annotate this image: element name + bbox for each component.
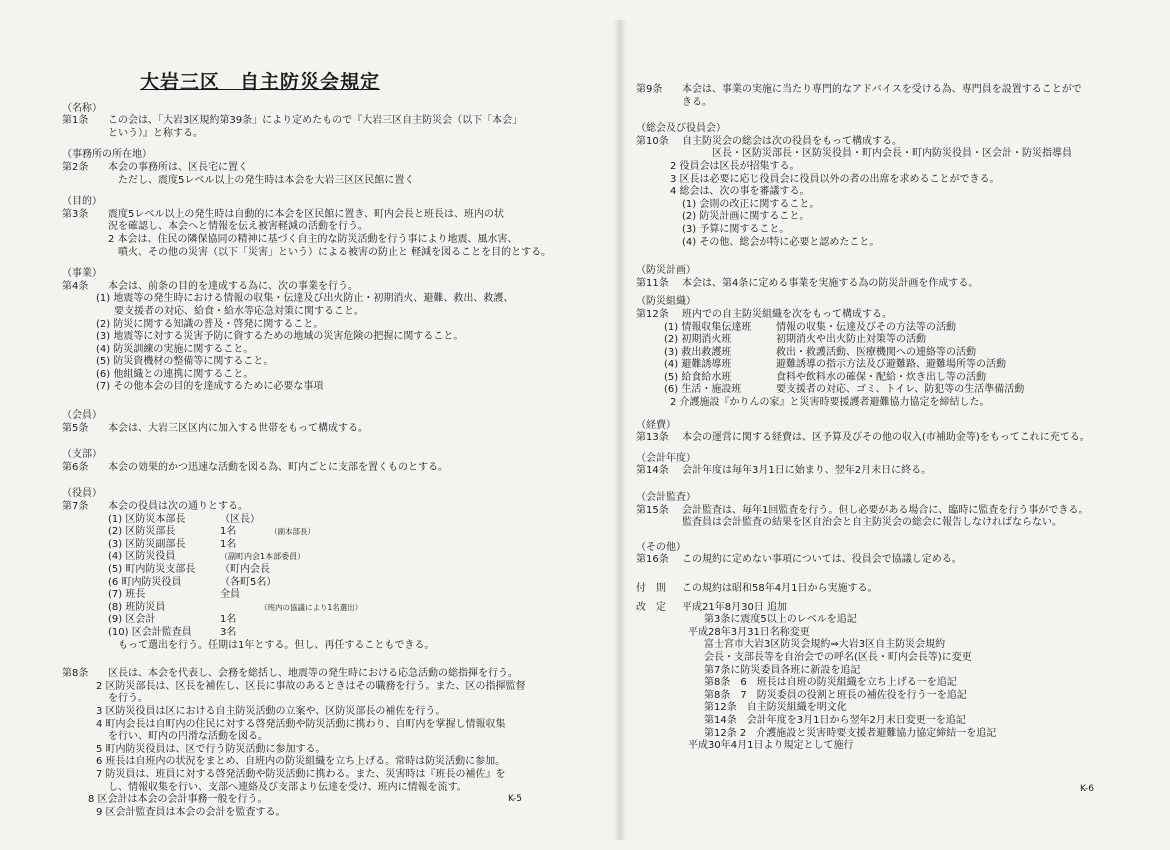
section-heading: （防災計画） (636, 265, 696, 277)
group-duty: 初期消火や出火防止対策等の活動 (776, 334, 926, 346)
revision-line: 富士宮市大岩3区防災会規約⇒大岩3区自主防災会規約 (704, 639, 946, 651)
article-number: 第6条 (62, 461, 89, 473)
table-row (108, 577, 602, 590)
group-name: (4) 避難誘導班 (664, 359, 732, 371)
article-number: 第3条 (62, 208, 89, 220)
section-heading: （会員） (62, 410, 102, 422)
article-number: 第12条 (636, 308, 669, 320)
list-item: 5 町内防災役員は、区で行う防災活動に参加する。 (96, 743, 326, 755)
article-text: ただし、震度5レベル以上の発生時は本会を大岩三区区民館に置く (118, 174, 415, 186)
list-item: (4) その他、総会が特に必要と認めたこと。 (682, 236, 880, 248)
table-row (108, 564, 602, 577)
article-text: 噴火、その他の災害（以下「災害」という）による被害の防止と 軽減を図ることを目的とする。 (118, 246, 552, 258)
section-heading: （支部） (62, 449, 102, 461)
officer-role: (9) 区会計 (108, 614, 156, 626)
article-text: 本会は、前条の目的を達成する為に、次の事業を行う。 (108, 280, 358, 292)
officer-role: (10) 区会計監査員 (108, 626, 192, 638)
section-7 (62, 488, 602, 652)
table-row (108, 526, 602, 539)
revision-line: 会長・支部長等を自治会での呼名(区長・町内会長等)に変更 (704, 651, 972, 663)
article-text: 班内での自主防災組織を次をもって構成する。 (682, 308, 892, 320)
revision-line: 平成28年3月31日名称変更 (688, 626, 810, 638)
officer-count: （副町内会1本部委員） (220, 552, 306, 562)
officer-role: (7) 班長 (108, 589, 146, 601)
article-text: という）』と称する。 (108, 127, 203, 139)
article-text: 本会は、事業の実施に当たり専門的なアドバイスを受ける為、専門員を設置することがで (682, 84, 1082, 95)
section-14 (636, 453, 1136, 478)
section-11 (636, 265, 1136, 290)
officer-role: (6 町内防災役員 (108, 576, 182, 588)
section-4 (62, 268, 602, 394)
article-number: 第4条 (62, 280, 89, 292)
section-16 (636, 542, 1136, 567)
table-row (108, 627, 602, 640)
article-text: この規約に定めない事項については、役員会で協議し定める。 (682, 554, 962, 566)
officer-count: 1名 (220, 538, 237, 550)
group-duty: 救出・救護活動、医療機関への連絡等の活動 (776, 346, 976, 358)
page-number: K-6 (1080, 784, 1094, 794)
article-text: この規約は昭和58年4月1日から実施する。 (682, 583, 878, 594)
article-text: 本会の事務所は、区長宅に置く (108, 161, 248, 173)
list-item (636, 347, 1136, 360)
list-item (636, 334, 1136, 347)
list-item: (1) 地震等の発生時における情報の収集・伝達及び出火防止・初期消火、避難、救出、救護、 (96, 293, 514, 305)
article-text: 震度5レベル以上の発生時は自動的に本会を区民館に置き、町内会長と班長は、班内の状 (108, 208, 504, 220)
section-heading: （事業） (62, 268, 102, 280)
section-13 (636, 420, 1136, 445)
section-heading: （会計年度） (636, 452, 696, 464)
article-text: 本会は、第4条に定める事業を実施する為の防災計画を作成する。 (682, 277, 979, 289)
list-item (636, 359, 1136, 372)
section-9 (636, 84, 1136, 109)
page-left (62, 30, 602, 819)
list-item: 8 区会計は本会の会計事務一般を行う。 (88, 794, 268, 806)
section-5 (62, 410, 602, 435)
officer-role: (3) 区防災副部長 (108, 538, 186, 550)
group-duty: 食料や飲料水の確保・配給・炊き出し等の活動 (776, 371, 986, 383)
list-item: 7 防災員は、班員に対する啓発活動や防災活動に携わる。また、災害時は『班長の補佐』を (96, 768, 506, 780)
section-heading: （役員） (62, 488, 102, 500)
group-name: (6) 生活・施設班 (664, 384, 742, 396)
officer-count: （町内会長 (220, 564, 270, 575)
revision-line: 第3条に震度5以上のレベルを追記 (704, 614, 857, 626)
list-item: (1) 会則の改正に関すること。 (682, 198, 820, 210)
officer-role: (5) 町内防災支部長 (108, 564, 196, 575)
article-number: 第2条 (62, 161, 89, 173)
list-item: (7) その他本会の目的を達成するために必要な事項 (96, 381, 324, 393)
article-number: 第16条 (636, 554, 669, 566)
article-text: 監査員は会計監査の結果を区自治会と自主防災会の総会に報告しなければならない。 (682, 517, 1062, 529)
article-number: 第14条 (636, 465, 669, 477)
officer-role: (1) 区防災本部長 (108, 513, 186, 525)
revision-history (636, 602, 1136, 753)
officer-note: （班内の協議により1名選出） (260, 602, 363, 612)
revision-line: 第7条に防災委員各班に新設を追記 (704, 664, 861, 676)
article-number: 第13条 (636, 432, 669, 444)
list-item: 4 総会は、次の事を審議する。 (670, 186, 810, 198)
article-text: 会計年度は毎年3月1日に始まり、翌年2月末日に終る。 (682, 465, 932, 477)
list-item: 9 区会計監査員は本会の会計を監査する。 (96, 806, 286, 818)
section-1 (62, 103, 602, 141)
list-item: を行い、町内の円滑な活動を図る。 (108, 731, 268, 743)
article-number: 第10条 (636, 135, 669, 147)
list-item: を行う。 (108, 693, 148, 705)
section-15 (636, 492, 1136, 530)
group-duty: 情報の収集・伝達及びその方法等の活動 (776, 321, 956, 333)
article-text: この会は、「大岩3区規約第39条」により定めたもので『大岩三区自主防災会（以下「本会」 (108, 115, 523, 127)
revision-line: 第8条 7 防災委員の役割と班長の補佐役を行う一を追記 (704, 689, 967, 701)
article-text: 自主防災会の総会は次の役員をもって構成する。 (682, 135, 902, 147)
section-12 (636, 296, 1136, 409)
section-heading: （総会及び役員会） (636, 123, 726, 135)
list-item: (6) 他組織との連携に関すること。 (96, 368, 254, 380)
officer-note: （副本部長） (270, 527, 315, 537)
list-item: 2 役員会は区長が招集する。 (670, 160, 800, 172)
list-item: し、情報収集を行い、支部へ連絡及び支部より伝達を受け、班内に情報を流す。 (108, 781, 467, 793)
officer-count (220, 602, 260, 615)
page-number: K-5 (508, 794, 522, 804)
officer-count: 1名 (220, 526, 237, 538)
revision-line: 第12条 2 介護施設と災害時要支援者避難協力協定締結一を追記 (704, 727, 997, 739)
article-number: 第11条 (636, 277, 669, 289)
article-number: 第7条 (62, 501, 89, 513)
group-duty: 要支援者の対応、ゴミ、トイレ、防犯等の生活準備活動 (776, 384, 1025, 396)
list-item (636, 384, 1136, 397)
table-row (108, 602, 602, 615)
section-10 (636, 123, 1136, 249)
list-item (636, 372, 1136, 385)
article-number: 第15条 (636, 504, 669, 516)
article-text: もって選出を行う。任期は1年とする。但し、再任することもできる。 (118, 639, 435, 651)
list-item: 要支援者の対応、給食・給水等応急対策に関すること。 (114, 305, 364, 317)
article-text: きる。 (682, 96, 712, 108)
officer-count: 全員 (220, 589, 240, 601)
list-item: (2) 防災に関する知識の普及・啓発に関すること。 (96, 318, 324, 330)
table-row (108, 514, 602, 527)
table-row (108, 589, 602, 602)
officer-role: (4) 区防災役員 (108, 551, 176, 563)
list-item: 6 班長は自班内の状況をまとめ、自班内の防災組織を立ち上げる。常時は防災活動に参加。 (96, 756, 506, 768)
group-name: (5) 給食給水班 (664, 371, 732, 383)
section-3 (62, 196, 602, 259)
article-text: 本会の役員は次の通りとする。 (108, 501, 248, 513)
group-name: (1) 情報収集伝達班 (664, 321, 752, 333)
article-text: 本会の運営に関する経費は、区予算及びその他の収入(市補助金等)をもってこれに充てる。 (682, 432, 1090, 444)
article-text: 2 本会は、住民の隣保協同の精神に基づく自主的な防災活動を行う事により地震、風水害、 (108, 233, 518, 245)
page-right (636, 84, 1136, 753)
table-row (108, 551, 602, 564)
officer-count: 3名 (220, 626, 237, 638)
list-item: 3 区長は必要に応じ役員会に役員以外の者の出席を求めることができる。 (670, 173, 1000, 185)
article-text: 況を確認し、本会へと情報を伝え被害軽減の活動を行う。 (108, 221, 368, 233)
officer-role: (8) 班防災員 (108, 601, 166, 613)
list-item: (5) 防災資機材の整備等に関すること。 (96, 356, 274, 368)
list-item: (2) 防災計画に関すること。 (682, 211, 810, 223)
section-heading: （目的） (62, 196, 102, 208)
officer-count: （各町5名） (220, 576, 277, 588)
section-6 (62, 449, 602, 474)
article-text: 区長・区防災部長・区防災役員・町内会長・町内防災役員・区会計・防災指導員 (712, 148, 1072, 160)
document-title: 大岩三区 自主防災会規定 (140, 71, 381, 93)
article-number: 第8条 (62, 668, 89, 680)
group-duty: 避難誘導の指示方法及び避難路、避難場所等の活動 (776, 359, 1006, 371)
list-item: 2 介護施設『かりんの家』と災害時要援護者避難協力協定を締結した。 (670, 397, 990, 409)
list-item: (3) 予算に関すること。 (682, 223, 790, 235)
article-number: 第5条 (62, 422, 89, 434)
article-number: 第9条 (636, 84, 663, 95)
list-item: 4 町内会長は自町内の住民に対する啓発活動や防災活動に携わり、自町内を掌握し情報収集 (96, 718, 506, 730)
table-row (108, 539, 602, 552)
group-name: (2) 初期消火班 (664, 334, 732, 346)
officer-count: 1名 (220, 614, 237, 626)
article-number: 改 定 (636, 601, 666, 613)
article-text: 会計監査は、毎年1回監査を行う。但し必要がある場合に、臨時に監査を行う事ができる。 (682, 504, 1089, 516)
table-row (108, 614, 602, 627)
article-text: 本会の効果的かつ迅速な活動を図る為、町内ごとに支部を置くものとする。 (108, 461, 448, 473)
supplementary-provision (636, 583, 1136, 596)
section-heading: （事務所の所在地） (62, 149, 152, 161)
page-gutter (613, 20, 627, 840)
group-name: (3) 救出救護班 (664, 346, 732, 358)
revision-line: 平成30年4月1日より規定として施行 (688, 740, 854, 752)
section-2 (62, 149, 602, 187)
section-heading: （経費） (636, 419, 676, 431)
revision-line: 第8条 6 班長は自班の防災組織を立ち上げる一を追記 (704, 677, 957, 689)
section-heading: （防災組織） (636, 296, 696, 308)
revision-line: 平成21年8月30日 追加 (682, 601, 787, 613)
article-text: 区長は、本会を代表し、会務を総括し、地震等の発生時における応急活動の総指揮を行う。 (108, 668, 518, 680)
revision-line: 第14条 会計年度を3月1日から翌年2月末日変更一を追記 (704, 714, 966, 726)
section-heading: （その他） (636, 541, 686, 553)
officer-table (62, 514, 602, 640)
list-item: 3 区防災役員は区における自主防災活動の立案や、区防災部長の補佐を行う。 (96, 705, 446, 717)
officer-count: （区長） (220, 513, 260, 525)
revision-line: 第12条 自主防災組織を明文化 (704, 702, 847, 714)
article-text: 本会は、大岩三区区内に加入する世帯をもって構成する。 (108, 422, 368, 434)
list-item: (4) 防災訓練の実施に関すること。 (96, 343, 254, 355)
article-number: 付 則 (636, 583, 666, 594)
list-item: 2 区防災部長は、区長を補佐し、区長に事故のあるときはその職務を行う。また、区の指揮監督 (96, 680, 526, 692)
section-heading: （名称） (62, 102, 102, 114)
section-heading: （会計監査） (636, 492, 696, 504)
list-item: (3) 地震等に対する災害予防に資するための地域の災害危険の把握に関すること。 (96, 331, 464, 343)
officer-role: (2) 区防災部長 (108, 526, 176, 538)
list-item (636, 322, 1136, 335)
article-number: 第1条 (62, 115, 89, 127)
